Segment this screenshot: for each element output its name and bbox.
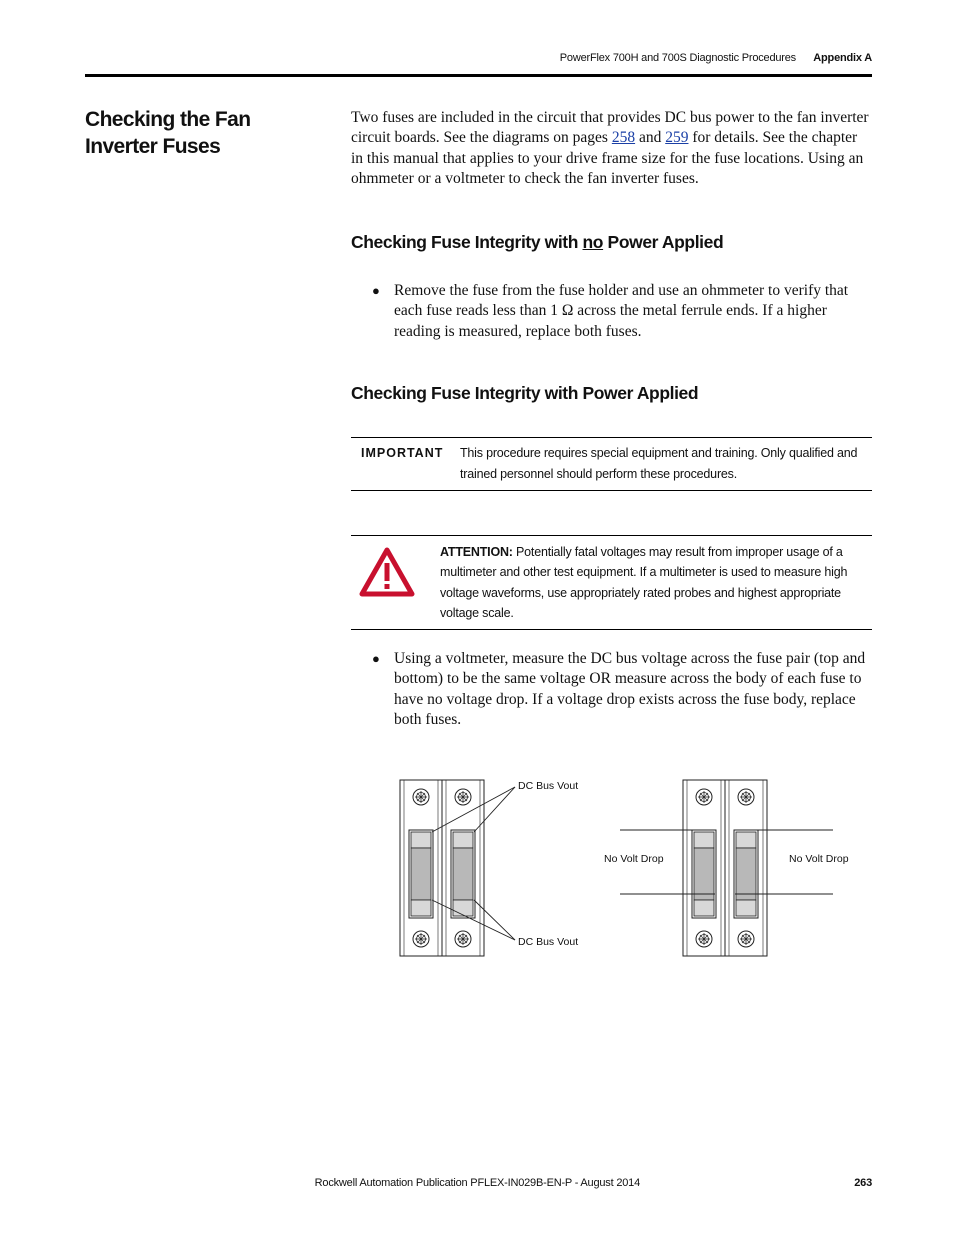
label-no-volt-drop-left: No Volt Drop (604, 853, 664, 865)
important-notice (351, 437, 872, 491)
fuse-diagram (380, 770, 860, 965)
intro-text-1: Two fuses are included in the circuit that provides DC bus power to the fan inverter circuit boards. See the diagrams on pages (351, 109, 869, 147)
bullet-dot-icon: ● (372, 283, 380, 298)
page-link-259[interactable]: 259 (665, 129, 689, 147)
no-power-bullet (372, 281, 866, 343)
label-no-volt-drop-right: No Volt Drop (789, 853, 849, 865)
header-title: PowerFlex 700H and 700S Diagnostic Procedures (559, 52, 796, 64)
bullet-dot-icon: ● (372, 651, 380, 666)
section-title: Checking the Fan Inverter Fuses (85, 108, 251, 158)
with-power-bullet-text: Using a voltmeter, measure the DC bus voltage across the fuse pair (top and bottom) to be the same voltage OR measure across the body of each fuse to have no voltage drop. If a voltage drop exists across the fuse body, replace both fuses. (394, 650, 866, 728)
page-link-258[interactable]: 258 (611, 129, 636, 147)
label-dc-bus-vout-top: DC Bus Vout (518, 780, 579, 792)
footer-publication: Rockwell Automation Publication PFLEX-IN029B-EN-P - August 2014 (314, 1177, 640, 1189)
header-appendix: Appendix A (813, 52, 872, 64)
no-power-heading-emphasis: no (582, 232, 604, 252)
with-power-heading: Checking Fuse Integrity with Power Applied (351, 383, 699, 403)
attention-label: ATTENTION: (440, 545, 513, 559)
attention-notice (351, 535, 872, 630)
attention-body: Potentially fatal voltages may result from improper usage of a multimeter and other test equipment. If a multimeter is used to measure high voltage waveforms, use appropriately rated probes and highest appropriate voltage scale. (440, 545, 848, 620)
warning-triangle-icon (359, 546, 415, 598)
important-label: IMPORTANT (361, 446, 444, 460)
intro-text-and: and (635, 129, 666, 147)
no-power-heading (351, 232, 723, 253)
intro-paragraph (351, 108, 871, 189)
intro-text-2: for details. See the chapter in this manual that applies to your drive frame size for the fuse locations. Using an ohmmeter or a voltmeter to check the fan inverter fuses. (351, 129, 864, 187)
no-power-bullet-text: Remove the fuse from the fuse holder and use an ohmmeter to verify that each fuse reads less than 1 Ω across the metal ferrule ends. If a higher reading is measured, replace both fuses. (394, 282, 849, 340)
with-power-bullet (372, 649, 866, 731)
label-dc-bus-vout-bottom: DC Bus Vout (518, 936, 579, 948)
attention-text (440, 542, 865, 623)
no-power-heading-pre: Checking Fuse Integrity with (351, 232, 583, 252)
page-number: 263 (854, 1177, 872, 1189)
header-rule (85, 74, 872, 77)
important-text: This procedure requires special equipment and training. Only qualified and trained personnel should perform these procedures. (460, 446, 858, 481)
running-header (85, 52, 872, 68)
no-power-heading-post: Power Applied (603, 232, 724, 252)
right-fuse-pair (604, 780, 849, 956)
left-fuse-pair (400, 780, 578, 956)
